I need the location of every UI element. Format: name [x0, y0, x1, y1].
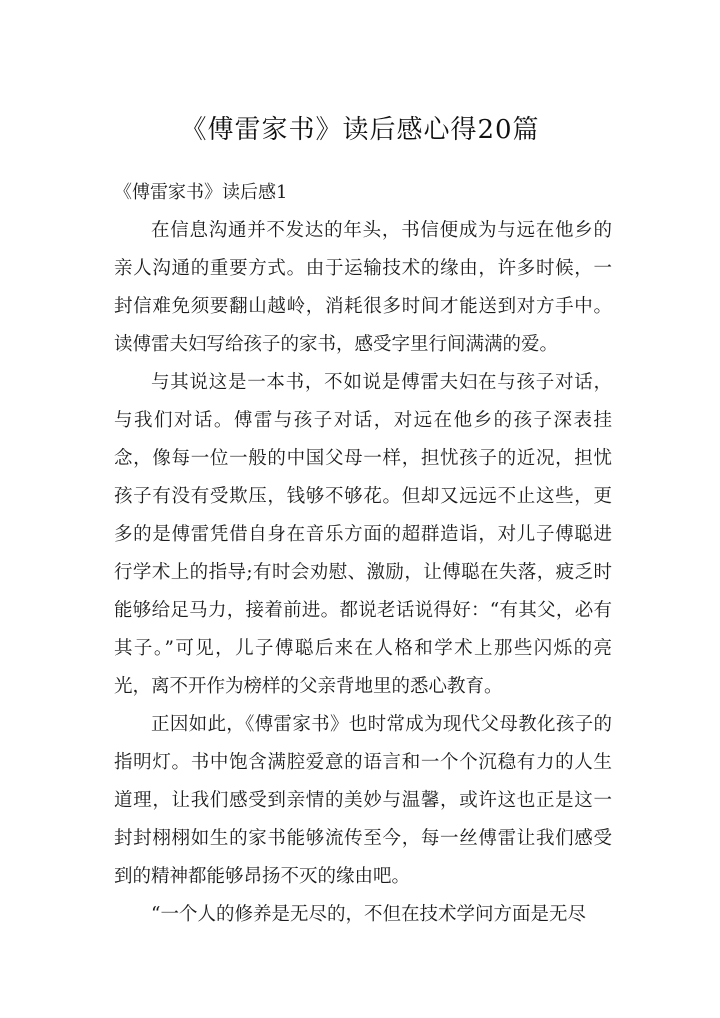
section-heading: 《傅雷家书》读后感1 — [114, 182, 288, 203]
document-title: 《傅雷家书》读后感心得20篇 — [180, 115, 540, 145]
document-body — [114, 212, 612, 934]
paragraph-3: 正因如此，《傅雷家书》也时常成为现代父母教化孩子的指明灯。书中饱含满腔爱意的语言和一个个沉稳有力的人生道理，让我们感受到亲情的美妙与温馨，或许这也正是这一封封栩栩如生的家书能够流传至今，每一丝傅雷让我们感受到的精神都能够昂扬不灭的缘由吧。 — [114, 714, 612, 887]
paragraph-4: “一个人的修养是无尽的，不但在技术学问方面是无尽 — [151, 904, 586, 925]
paragraph-2: 与其说这是一本书，不如说是傅雷夫妇在与孩子对话，与我们对话。傅雷与孩子对话，对远在他乡的孩子深表挂念，像每一位一般的中国父母一样，担忧孩子的近况，担忧孩子有没有受欺压，钱够不够花。但却又远远不止这些，更多的是傅雷凭借自身在音乐方面的超群造诣，对儿子傅聪进行学术上的指导;有时会劝慰、激励，让傅聪在失落，疲乏时能够给足马力，接着前进。都说老话说得好：“有其父，必有其子。”可见，儿子傅聪后来在人格和学术上那些闪烁的亮光，离不开作为榜样的父亲背地里的悉心教育。 — [114, 372, 612, 697]
paragraph-1: 在信息沟通并不发达的年头，书信便成为与远在他乡的亲人沟通的重要方式。由于运输技术的缘由，许多时候，一封信难免须要翻山越岭，消耗很多时间才能送到对方手中。读傅雷夫妇写给孩子的家书，感受字里行间满满的爱。 — [114, 220, 612, 355]
